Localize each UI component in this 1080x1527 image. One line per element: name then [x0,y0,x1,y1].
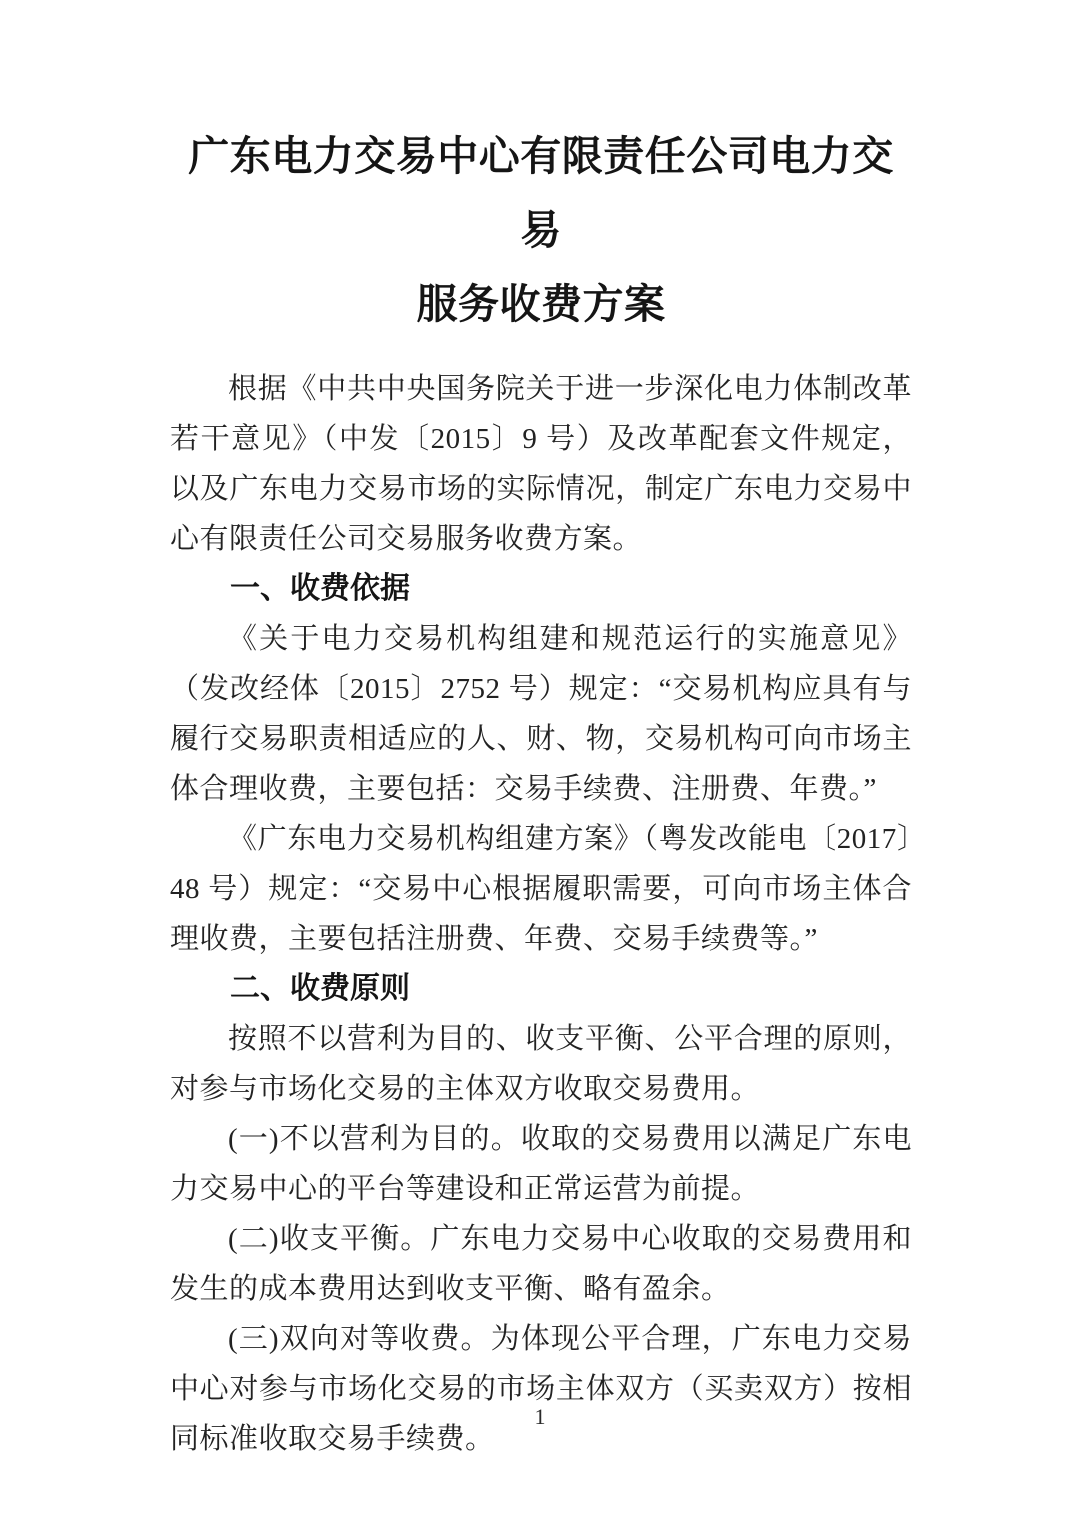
page-number: 1 [534,1404,546,1429]
paragraph-principle-1-nonprofit: (一)不以营利为目的。收取的交易费用以满足广东电力交易中心的平台等建设和正常运营为前提。 [170,1123,912,1205]
paragraph-principle-3-bidirectional: (三)双向对等收费。为体现公平合理，广东电力交易中心对参与市场化交易的市场主体双方（买卖双方）按相同标准收取交易手续费。 [170,1323,912,1455]
section-heading-1-basis: 一、收费依据 [230,572,410,605]
document-title-line-2: 服务收费方案 [416,281,666,327]
paragraph-basis-guangdong-document: 《广东电力交易机构组建方案》（粤发改能电〔2017〕48 号）规定：“交易中心根据履职需要，可向市场主体合理收费，主要包括注册费、年费、交易手续费等。” [170,823,912,955]
document-title-line-1: 广东电力交易中心有限责任公司电力交易 [188,133,894,253]
paragraph-principle-2-balance: (二)收支平衡。广东电力交易中心收取的交易费用和发生的成本费用达到收支平衡、略有盈余。 [170,1223,912,1305]
paragraph-basis-national-document: 《关于电力交易机构组建和规范运行的实施意见》（发改经体〔2015〕2752 号）规定：“交易机构应具有与履行交易职责相适应的人、财、物，交易机构可向市场主体合理收费，主要包括：交易手续费、注册费、年费。” [170,623,912,805]
section-heading-2-principles: 二、收费原则 [230,972,410,1005]
document-title [170,119,912,341]
paragraph-principles-overview: 按照不以营利为目的、收支平衡、公平合理的原则，对参与市场化交易的主体双方收取交易费用。 [170,1023,912,1105]
paragraph-intro: 根据《中共中央国务院关于进一步深化电力体制改革若干意见》（中发〔2015〕9 号）及改革配套文件规定，以及广东电力交易市场的实际情况，制定广东电力交易中心有限责任公司交易服务收费方案。 [170,373,912,555]
